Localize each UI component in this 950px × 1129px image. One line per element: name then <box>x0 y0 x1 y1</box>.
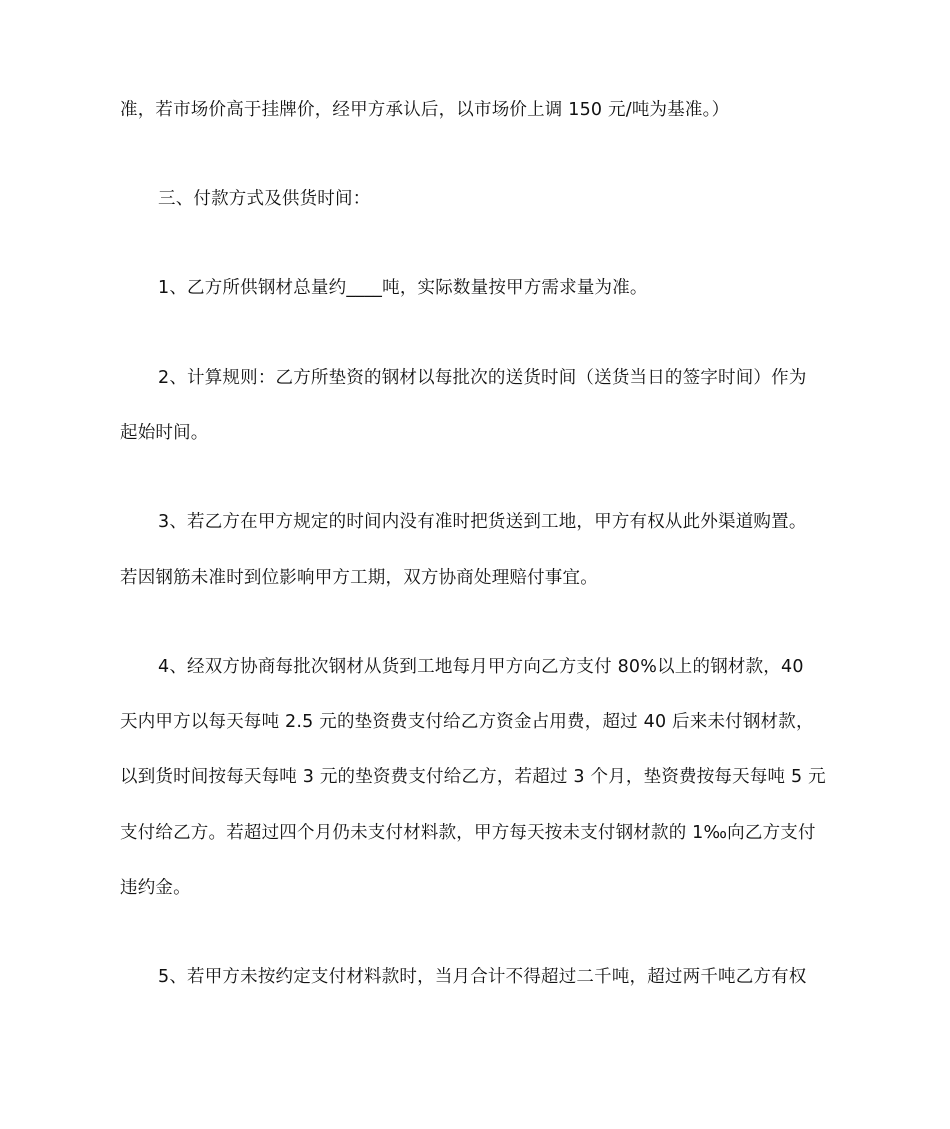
section-heading: 三、付款方式及供货时间： <box>158 189 371 209</box>
text-line: 准，若市场价高于挂牌价，经甲方承认后，以市场价上调 150 元/吨为基准。） <box>120 100 730 120</box>
text-line: 起始时间。 <box>120 423 209 443</box>
clause-1: 1、乙方所供钢材总量约____吨，实际数量按甲方需求量为准。 <box>158 278 648 298</box>
text-line: 支付给乙方。若超过四个月仍未支付材料款，甲方每天按未支付钢材款的 1‰向乙方支付 <box>120 823 816 843</box>
clause-2: 2、计算规则：乙方所垫资的钢材以每批次的送货时间（送货当日的签字时间）作为 <box>158 368 807 388</box>
text-line: 天内甲方以每天每吨 2.5 元的垫资费支付给乙方资金占用费，超过 40 后来未付钢材款， <box>120 712 814 732</box>
clause-3: 3、若乙方在甲方规定的时间内没有准时把货送到工地，甲方有权从此外渠道购置。 <box>158 512 807 532</box>
clause-5: 5、若甲方未按约定支付材料款时，当月合计不得超过二千吨，超过两千吨乙方有权 <box>158 967 807 987</box>
text-line: 若因钢筋未准时到位影响甲方工期，双方协商处理赔付事宜。 <box>120 568 598 588</box>
text-line: 以到货时间按每天每吨 3 元的垫资费支付给乙方，若超过 3 个月，垫资费按每天每吨 5 元 <box>120 767 826 787</box>
text-line: 违约金。 <box>120 878 191 898</box>
clause-4: 4、经双方协商每批次钢材从货到工地每月甲方向乙方支付 80%以上的钢材款，40 <box>158 657 804 677</box>
